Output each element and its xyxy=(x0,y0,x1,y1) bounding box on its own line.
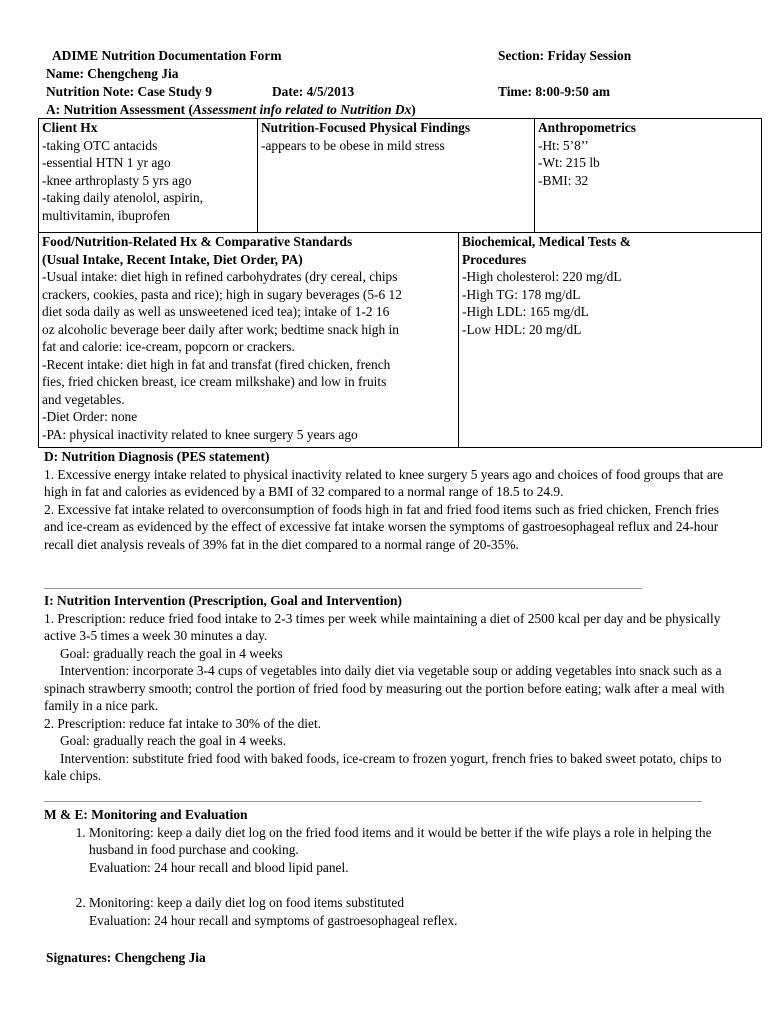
section-label: Section: Friday Session xyxy=(498,48,632,63)
monitoring-item xyxy=(89,894,734,929)
evaluation-text: Evaluation: 24 hour recall and symptoms of gastroesophageal reflex. xyxy=(89,912,458,928)
physical-findings-cell xyxy=(258,119,535,233)
anthropometrics-line: -Ht: 5’8’’ xyxy=(538,137,589,153)
food-history-line: oz alcoholic beverage beer daily after work; bedtime snack high in xyxy=(42,321,399,337)
intervention-goal-2: Goal: gradually reach the goal in 4 weeks. xyxy=(60,733,287,748)
intervention-section xyxy=(44,592,734,785)
patient-name: Name: Chengcheng Jia xyxy=(46,66,179,81)
biochemical-subheading: Procedures xyxy=(462,251,527,267)
intervention-heading: I: Nutrition Intervention (Prescription, Goal and Intervention) xyxy=(44,593,402,608)
biochemical-heading: Biochemical, Medical Tests & xyxy=(462,234,631,249)
diagnosis-section xyxy=(44,448,734,553)
food-history-line: crackers, cookies, pasta and rice); high in sugary beverages (5-6 12 xyxy=(42,286,402,302)
evaluation-text: Evaluation: 24 hour recall and blood lipid panel. xyxy=(89,859,349,875)
biochemical-line: -High cholesterol: 220 mg/dL xyxy=(462,269,622,284)
client-hx-heading: Client Hx xyxy=(42,120,98,135)
nutrition-note: Nutrition Note: Case Study 9 xyxy=(46,84,212,99)
assessment-table-bottom xyxy=(38,232,762,448)
anthropometrics-line: -BMI: 32 xyxy=(538,172,589,188)
diagnosis-statement-1: 1. Excessive energy intake related to physical inactivity related to knee surgery 5 years ago and choices of food groups that are high in fat and calories as evidenced by a BMI of 32 compared to a normal range of 18.5 to 24.9. xyxy=(44,466,724,499)
monitoring-list xyxy=(44,824,734,930)
food-history-line: fies, fried chicken breast, ice cream milkshake) and low in fruits xyxy=(42,374,387,389)
physical-findings-heading: Nutrition-Focused Physical Findings xyxy=(261,120,471,135)
intervention-detail-2: Intervention: substitute fried food with baked foods, ice-cream to frozen yogurt, french fries to baked sweet potato, chips to kale chips. xyxy=(44,750,722,783)
intervention-prescription-2: 2. Prescription: reduce fat intake to 30% of the diet. xyxy=(44,715,322,731)
physical-findings-line: -appears to be obese in mild stress xyxy=(261,137,445,153)
client-hx-line: -essential HTN 1 yr ago xyxy=(42,155,171,170)
anthropometrics-heading: Anthropometrics xyxy=(538,120,636,135)
intervention-prescription-1: 1. Prescription: reduce fried food intake to 2-3 times per week while maintaining a diet of 2500 kcal per day and be physically active 3-5 times a week 30 minutes a day. xyxy=(44,610,721,643)
diagnosis-heading: D: Nutrition Diagnosis (PES statement) xyxy=(44,449,270,464)
monitoring-heading: M & E: Monitoring and Evaluation xyxy=(44,807,248,822)
monitoring-item xyxy=(89,824,734,877)
divider xyxy=(44,801,702,802)
food-history-line: diet soda daily as well as unsweetened iced tea); intake of 1-2 16 xyxy=(42,304,390,319)
food-history-line: -Recent intake: diet high in fat and transfat (fired chicken, french xyxy=(42,356,391,372)
client-hx-cell xyxy=(39,119,258,233)
biochemical-cell xyxy=(459,233,762,448)
client-hx-line: multivitamin, ibuprofen xyxy=(42,207,170,223)
anthropometrics-line: -Wt: 215 lb xyxy=(538,155,600,170)
anthropometrics-cell xyxy=(535,119,762,233)
food-history-line: and vegetables. xyxy=(42,391,125,407)
intervention-goal-1: Goal: gradually reach the goal in 4 weeks xyxy=(60,645,283,661)
assessment-table-top xyxy=(38,118,762,233)
food-history-subheading: (Usual Intake, Recent Intake, Diet Order, PA) xyxy=(42,251,303,267)
intervention-detail-1: Intervention: incorporate 3-4 cups of vegetables into daily diet via vegetable soup or adding vegetables into snack such as a spinach strawberry smooth; control the portion of fried food by measuring out the portion before eating; walk after a meal with family in a nice park. xyxy=(44,663,725,713)
assessment-heading: A: Nutrition Assessment (Assessment info related to Nutrition Dx) xyxy=(46,102,416,117)
client-hx-line: -taking daily atenolol, aspirin, xyxy=(42,190,204,205)
date-label: Date: 4/5/2013 xyxy=(272,84,355,99)
food-history-line: -PA: physical inactivity related to knee surgery 5 years ago xyxy=(42,426,358,442)
biochemical-line: -Low HDL: 20 mg/dL xyxy=(462,321,582,337)
food-history-line: -Usual intake: diet high in refined carbohydrates (dry cereal, chips xyxy=(42,269,398,284)
monitoring-text: Monitoring: keep a daily diet log on the fried food items and it would be better if the wife plays a role in helping the husband in food purchase and cooking. xyxy=(89,824,712,857)
food-history-line: fat and calorie: ice-cream, popcorn or crackers. xyxy=(42,339,295,354)
divider xyxy=(44,588,642,589)
form-title: ADIME Nutrition Documentation Form xyxy=(52,48,282,63)
signature: Signatures: Chengcheng Jia xyxy=(46,950,206,965)
food-history-heading: Food/Nutrition-Related Hx & Comparative Standards xyxy=(42,234,353,249)
diagnosis-statement-2: 2. Excessive fat intake related to overconsumption of foods high in fat and fried food items such as fried chicken, French fries and ice-cream as evidenced by the effect of excessive fat intake worsen the symptoms of gastroesophageal reflux and 24-hour recall diet analysis reveals of 39% fat in the diet compared to a normal range of 20-35%. xyxy=(44,501,719,552)
food-history-cell xyxy=(39,233,459,448)
monitoring-text: Monitoring: keep a daily diet log on food items substituted xyxy=(89,895,405,910)
food-history-line: -Diet Order: none xyxy=(42,409,138,424)
time-label: Time: 8:00-9:50 am xyxy=(498,84,611,99)
client-hx-line: -knee arthroplasty 5 yrs ago xyxy=(42,172,192,188)
monitoring-section xyxy=(44,806,734,929)
client-hx-line: -taking OTC antacids xyxy=(42,137,158,153)
biochemical-line: -High TG: 178 mg/dL xyxy=(462,286,581,302)
biochemical-line: -High LDL: 165 mg/dL xyxy=(462,304,589,319)
